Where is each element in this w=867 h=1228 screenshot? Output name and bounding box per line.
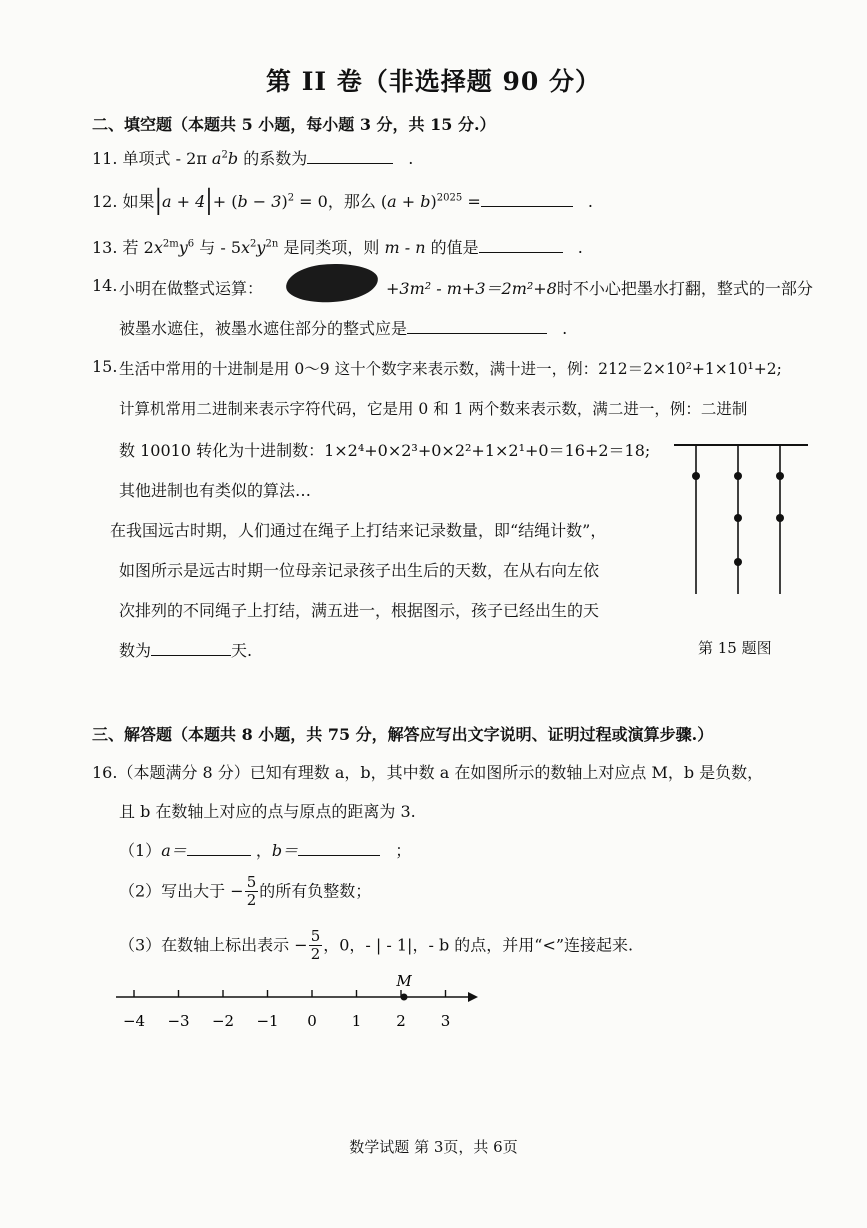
q11-answer-blank[interactable]	[307, 149, 393, 164]
q12-eq: =	[467, 192, 481, 211]
figure-caption: 第 15 题图	[698, 639, 772, 657]
tick-label: 0	[307, 1012, 317, 1030]
q12-plus: + (	[212, 192, 238, 211]
q13-mn: m - n	[384, 238, 426, 257]
fraction-five-halves: $\frac{5}{2}$	[246, 873, 257, 910]
q11-post: 的系数为	[243, 149, 308, 168]
q16-b-answer-blank[interactable]	[298, 841, 380, 856]
q15-line-7: 次排列的不同绳子上打结，满五进一，根据图示，孩子已经出生的天	[119, 601, 600, 620]
knot	[734, 472, 742, 480]
knot	[734, 514, 742, 522]
q16-part-2	[119, 874, 371, 910]
q13-x2: x	[241, 238, 251, 257]
q12-ab: a + b	[387, 192, 431, 211]
q15-answer-blank[interactable]	[151, 641, 231, 656]
q16-p1-a: a＝	[161, 841, 187, 860]
q13-post2: 的值是	[430, 238, 479, 257]
q11-a: a	[211, 149, 222, 168]
point-m	[401, 994, 408, 1001]
tick-label: 1	[351, 1012, 362, 1030]
q13-number: 13.	[92, 238, 118, 257]
q16-part-3	[119, 928, 633, 964]
q16-line-1: 16.（本题满分 8 分）已知有理数 a，b，其中数 a 在如图所示的数轴上对应点 M，b 是负数，	[92, 763, 764, 782]
q15-line-5: 在我国远古时期，人们通过在绳子上打结来记录数量，即“结绳计数”，	[110, 521, 607, 540]
knot-rope-figure	[668, 436, 818, 600]
q15-l8b: 天.	[231, 641, 253, 660]
q15-line-6: 如图所示是远古时期一位母亲记录孩子出生后的天数，在从右向左依	[119, 561, 600, 580]
q14-answer-blank[interactable]	[407, 319, 547, 334]
question-11	[92, 146, 413, 169]
q14-post: 时不小心把墨水打翻，整式的一部分	[556, 279, 813, 298]
q15-line-1: 生活中常用的十进制是用 0～9 这十个数字来表示数，满十进一，例：212＝2×10²+1×10¹+2;	[119, 360, 782, 378]
q11-pi: π	[196, 149, 207, 168]
q13-y: y	[178, 238, 188, 257]
page-footer: 数学试题 第 3页，共 6页	[349, 1138, 518, 1156]
question-12: 12. 如果$|a + 4|+ (b - 3)^2 = 0$，那么 $(a + b)^{2025}$ = .	[92, 184, 593, 217]
tick-label: −3	[167, 1012, 190, 1030]
question-14-number: 14.	[92, 276, 118, 295]
q16-p3-post: ，0，- | - 1|，- b 的点，并用“<”连接起来.	[323, 935, 634, 955]
q16-p2-pre: （2）写出大于 −	[119, 881, 244, 901]
section-heading-fill-in: 二、填空题（本题共 5 小题，每小题 3 分，共 15 分.）	[92, 115, 496, 134]
q14-line2-text: 被墨水遮住，被墨水遮住部分的整式应是	[119, 319, 408, 338]
question-14-line2	[119, 316, 567, 339]
q13-y2: y	[256, 238, 266, 257]
q14-end: .	[562, 319, 568, 338]
point-m-label: M	[396, 972, 412, 990]
knot	[692, 472, 700, 480]
q15-l8a: 数为	[119, 641, 152, 660]
q15-line-3: 数 10010 转化为十进制数：1×2⁴+0×2³+0×2²+1×2¹+0＝16+2＝18;	[119, 441, 651, 460]
q11-end: .	[408, 149, 414, 168]
q14-expression: +3m² - m+3＝2m²+8	[386, 279, 557, 298]
q13-e3: 2	[250, 238, 257, 250]
ink-blot	[285, 262, 379, 305]
question-14-pre: 小明在做整式运算：	[119, 279, 264, 298]
number-line	[112, 970, 484, 1034]
q12-eq0: = 0，那么 (	[299, 192, 388, 211]
q13-e1: 2m	[162, 238, 179, 250]
q16-a-answer-blank[interactable]	[187, 841, 251, 856]
q12-expr1: a + 4	[161, 192, 206, 211]
q13-answer-blank[interactable]	[479, 238, 563, 253]
q16-part-1	[119, 838, 411, 861]
q13-post: 是同类项，则	[283, 238, 380, 257]
q15-line-4: 其他进制也有类似的算法…	[119, 481, 312, 500]
knot	[734, 558, 742, 566]
q11-exp: 2	[221, 149, 228, 161]
tick-label: −4	[122, 1012, 146, 1030]
q13-e4: 2n	[265, 238, 279, 250]
q12-number: 12.	[92, 192, 118, 211]
q12-square: 2	[287, 192, 295, 204]
tick-label: 2	[396, 1012, 406, 1030]
q13-end: .	[577, 238, 583, 257]
q16-p1-sep: ，	[255, 841, 272, 860]
q15-line-2: 计算机常用二进制来表示字符代码，它是用 0 和 1 两个数来表示数，满二进一，例：二进制	[119, 400, 748, 418]
question-15-number: 15.	[92, 357, 118, 376]
fraction-five-halves: $\frac{5}{2}$	[310, 927, 321, 964]
q12-expr2: b − 3	[237, 192, 282, 211]
page-title: 第 II 卷（非选择题 90 分）	[266, 67, 601, 96]
q13-e2: 6	[187, 238, 195, 250]
q13-mid: 与 - 5	[199, 238, 241, 257]
q11-pre: 单项式 - 2	[122, 149, 197, 168]
abs-bar-left: |	[154, 184, 162, 217]
q12-exp: 2025	[436, 192, 463, 204]
section-heading-solve: 三、解答题（本题共 8 小题，共 75 分，解答应写出文字说明、证明过程或演算步骤.）	[92, 725, 714, 744]
question-13	[92, 235, 583, 258]
q13-x: x	[153, 238, 163, 257]
q16-p2-post: 的所有负整数；	[259, 881, 372, 901]
q13-pre: 若 2	[122, 238, 154, 257]
q12-answer-blank[interactable]	[481, 192, 573, 207]
q11-b: b	[227, 149, 239, 168]
knot	[776, 514, 784, 522]
tick-label: −1	[256, 1012, 279, 1030]
q16-line-2: 且 b 在数轴上对应的点与原点的距离为 3.	[119, 802, 416, 821]
knot	[776, 472, 784, 480]
q16-p1-label: （1）	[119, 841, 162, 860]
q11-number: 11.	[92, 149, 118, 168]
q16-p1-b: b＝	[271, 841, 299, 860]
q16-p3-pre: （3）在数轴上标出表示 −	[119, 935, 308, 955]
tick-label: −2	[211, 1012, 235, 1030]
q15-line-8	[119, 638, 252, 661]
q12-end: .	[587, 192, 593, 211]
question-14-line1	[386, 276, 813, 299]
q12-pre: 如果	[122, 192, 155, 211]
q16-p1-end: ；	[395, 841, 412, 860]
tick-label: 3	[440, 1012, 451, 1030]
abs-bar-right: |	[205, 184, 213, 217]
